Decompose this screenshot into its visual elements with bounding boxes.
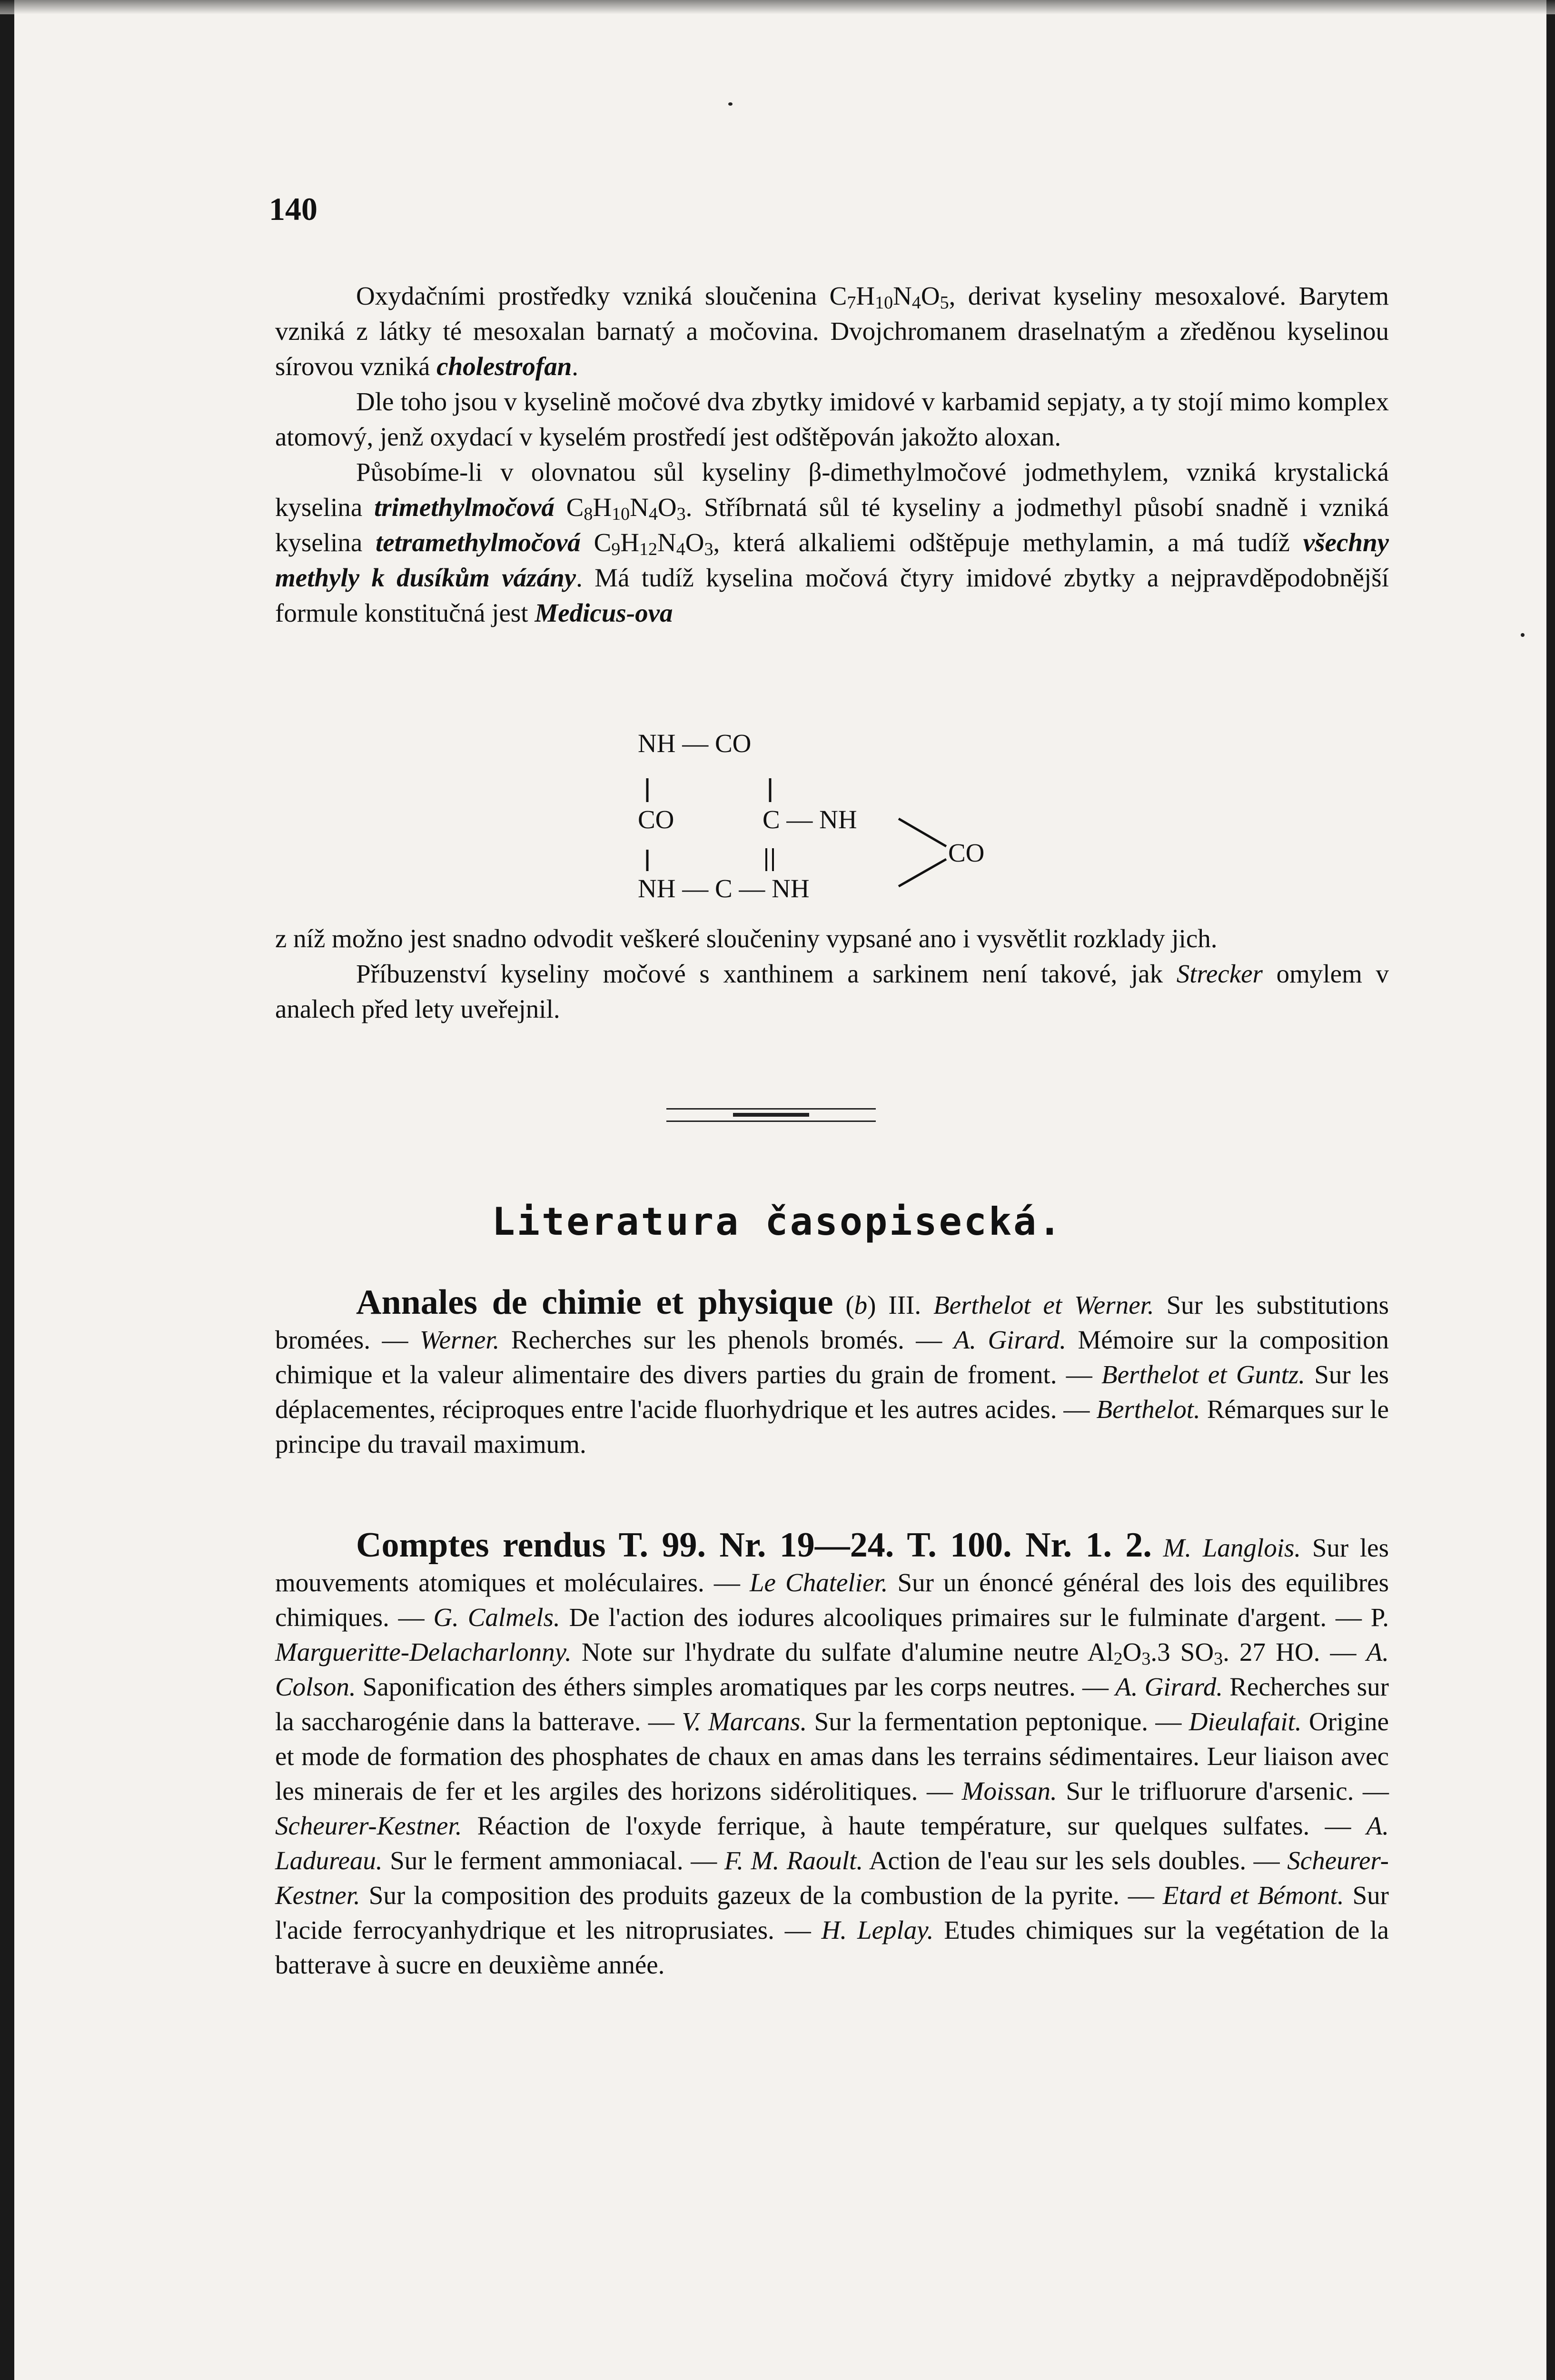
text: b [854,1290,868,1319]
paragraph-pribuzenstvi [275,956,1389,1027]
author-name: Werner. [419,1325,500,1354]
text: Etudes chimiques sur la vegétation de la batterave à sucre en deuxième année. [275,1915,1389,1979]
bond-line [899,819,946,846]
text: Sur la composition des produits gazeux de la combustion de la pyrite. — [360,1881,1163,1910]
text: Oxydačními prostředky vzniká sloučenina C [356,281,847,310]
compound-name: cholestrofan [436,352,572,381]
text: Note sur l'hydrate du sulfate d'alumine neutre Al [571,1637,1114,1666]
author-name: Dieulafait. [1189,1707,1302,1736]
text: N [630,493,649,522]
text: O [657,493,677,522]
formula-row-3b: C — NH [763,805,857,834]
text: Sur les mouvements atomiques et moléculaires. — [275,1533,1389,1597]
subscript: 7 [847,293,856,313]
text: .3 SO [1150,1637,1214,1666]
scan-speck [728,102,733,106]
text: Action de l'eau sur les sels doubles. — [863,1846,1288,1875]
text: N [893,281,912,310]
author-name: Etard et Bémont. [1162,1881,1344,1910]
text: H [620,528,639,557]
subscript: 3 [1214,1649,1223,1669]
journal-title: Annales de chimie et physique [356,1283,833,1322]
subscript: 3 [704,539,713,559]
text: . Má tudíž kyselina močová čtyry imidové zbytky a nejpravděpodobnější formule konstitučná jest [275,563,1389,627]
author-name: Berthelot. [1096,1395,1200,1424]
text: omylem v analech před lety uveřejnil. [275,959,1389,1023]
paragraph-karbamid: Dle toho jsou v kyselině močové dva zbytky imidové v karbamid sepjaty, a ty stojí mimo komplex atomový, jenž oxydací v kyselém prostředí jest odštěpován jakožto aloxan. [275,387,1389,451]
subscript: 8 [584,504,593,524]
text: Sur les substitutions bromées. — [275,1290,1389,1354]
author-name: Scheurer-Kestner. [275,1846,1389,1910]
author-name: F. M. Raoult. [724,1846,863,1875]
subscript: 4 [676,539,685,559]
scan-edge-left [0,0,14,2380]
text: H [856,281,875,310]
author-name: G. Calmels. [433,1603,560,1632]
formula-row-1: NH — CO [638,729,752,758]
text: Origine et mode de formation des phosphates de chaux en amas dans les terrains sédimentaires. Leur liaison avec les minerais de fer et les argiles des horizons sidérolitiques. — [275,1707,1389,1805]
author-name: Medicus-ova [535,598,673,627]
subscript: 9 [611,539,621,559]
author-name: Margueritte-Delacharlonny. [275,1637,572,1666]
structural-formula [638,724,1066,904]
separator-rule-thick [733,1113,809,1117]
text: ) III. [867,1290,933,1319]
text-block-top [275,278,1389,631]
author-name: Le Chatelier. [749,1568,888,1597]
paragraph-odvozeni: z níž možno jest snadno odvodit veškeré sloučeniny vypsané ano i vysvětlit rozklady jich. [275,924,1218,953]
page-number: 140 [269,191,317,227]
journal-title: Comptes rendus T. 99. Nr. 19—24. T. 100. Nr. 1. 2. [356,1526,1152,1565]
text: Recherches sur la saccharogénie dans la batterave. — [275,1672,1389,1736]
scan-edge-top [0,0,1555,14]
text: ( [833,1290,854,1319]
text: Sur un énoncé général des lois des equilibres chimiques. — [275,1568,1389,1632]
text: , která alkaliemi odštěpuje methylamin, a má tudíž [713,528,1303,557]
text-block-after-formula [275,921,1389,1027]
text: Rémarques sur le principe du travail maximum. [275,1395,1389,1458]
author-name: A. Colson. [275,1637,1389,1701]
text: N [657,528,676,557]
entry-comptes-rendus [275,1528,1389,1982]
subscript: 4 [648,504,658,524]
text: De l'action des iodures alcooliques primaires sur le fulminate d'argent. — P. [560,1603,1389,1632]
author-name: M. Langlois. [1151,1533,1301,1562]
separator-rule [666,1108,876,1110]
formula-row-3a: CO [638,805,674,834]
text: Sur le trifluorure d'arsenic. — [1057,1776,1389,1805]
author-name: Berthelot et Werner. [933,1290,1154,1319]
text: . [572,352,579,381]
scan-speck [1521,633,1525,637]
author-name: A. Girard. [1115,1672,1223,1701]
formula-row-5: NH — C — NH [638,874,810,903]
text: Réaction de l'oxyde ferrique, à haute température, sur quelques sulfates. — [462,1811,1367,1840]
text: Sur l'acide ferrocyanhydrique et les nitroprusiates. — [275,1881,1389,1944]
text: O [685,528,704,557]
paragraph-oxydace [275,278,1389,384]
section-heading: Literatura časopisecká. [492,1200,1063,1244]
compound-name: tetramethylmočová [376,528,581,557]
formula-co-group: CO [948,838,985,867]
subscript: 3 [1141,1649,1151,1669]
text: C [580,528,612,557]
author-name: A. Ladureau. [275,1811,1389,1875]
text: . Stříbrnatá sůl té kyseliny a jodmethyl působí snadně i vzniká kyselina [275,493,1389,557]
emphasis: všechny methyly k dusíkům vázány [275,528,1389,592]
text: Příbuzenství kyseliny močové s xanthinem a sarkinem není takové, jak [356,959,1177,988]
text: Recherches sur les phenols bromés. — [499,1325,954,1354]
text: , derivat kyseliny mesoxalové. Barytem vzniká z látky té mesoxalan barnatý a močovina. Dvojchromanem draselnatým a zředěnou kyselinou sírovou vzniká [275,281,1389,381]
author-name: A. Girard. [953,1325,1066,1354]
text: O [921,281,940,310]
author-name: H. Leplay. [821,1915,934,1944]
paragraph-annales [275,1285,1389,1461]
author-name: Berthelot et Guntz. [1101,1360,1306,1389]
text: O [1122,1637,1142,1666]
entry-annales [275,1285,1389,1461]
author-name: V. Marcans. [682,1707,807,1736]
subscript: 2 [1113,1649,1123,1669]
subscript: 5 [940,293,949,313]
author-name: Scheurer-Kestner. [275,1811,462,1840]
subscript: 4 [911,293,921,313]
paragraph-methylace [275,455,1389,631]
subscript: 10 [875,293,893,313]
paragraph-comptes [275,1528,1389,1982]
text: Sur la fermentation peptonique. — [807,1707,1189,1736]
text: Mémoire sur la composition chimique et la valeur alimentaire des divers parties du grain de froment. — [275,1325,1389,1389]
text: Sur les déplacementes, réciproques entre l'acide fluorhydrique et les autres acides. — [275,1360,1389,1424]
scan-edge-right [1546,0,1555,2380]
text: Saponification des éthers simples aromatiques par les corps neutres. — [356,1672,1116,1701]
subscript: 3 [676,504,686,524]
text: . 27 HO. — [1223,1637,1367,1666]
separator-rule [666,1121,876,1122]
subscript: 12 [639,539,657,559]
subscript: 10 [612,504,630,524]
text: H [593,493,612,522]
text: C [554,493,584,522]
compound-name: trimethylmočová [374,493,555,522]
author-name: Strecker [1176,959,1263,988]
author-name: Moissan. [961,1776,1057,1805]
bond-line [899,859,946,886]
text: Působíme-li v olovnatou sůl kyseliny β-dimethylmočové jodmethylem, vzniká krystalická kyselina [275,457,1389,522]
text: Sur le ferment ammoniacal. — [382,1846,724,1875]
